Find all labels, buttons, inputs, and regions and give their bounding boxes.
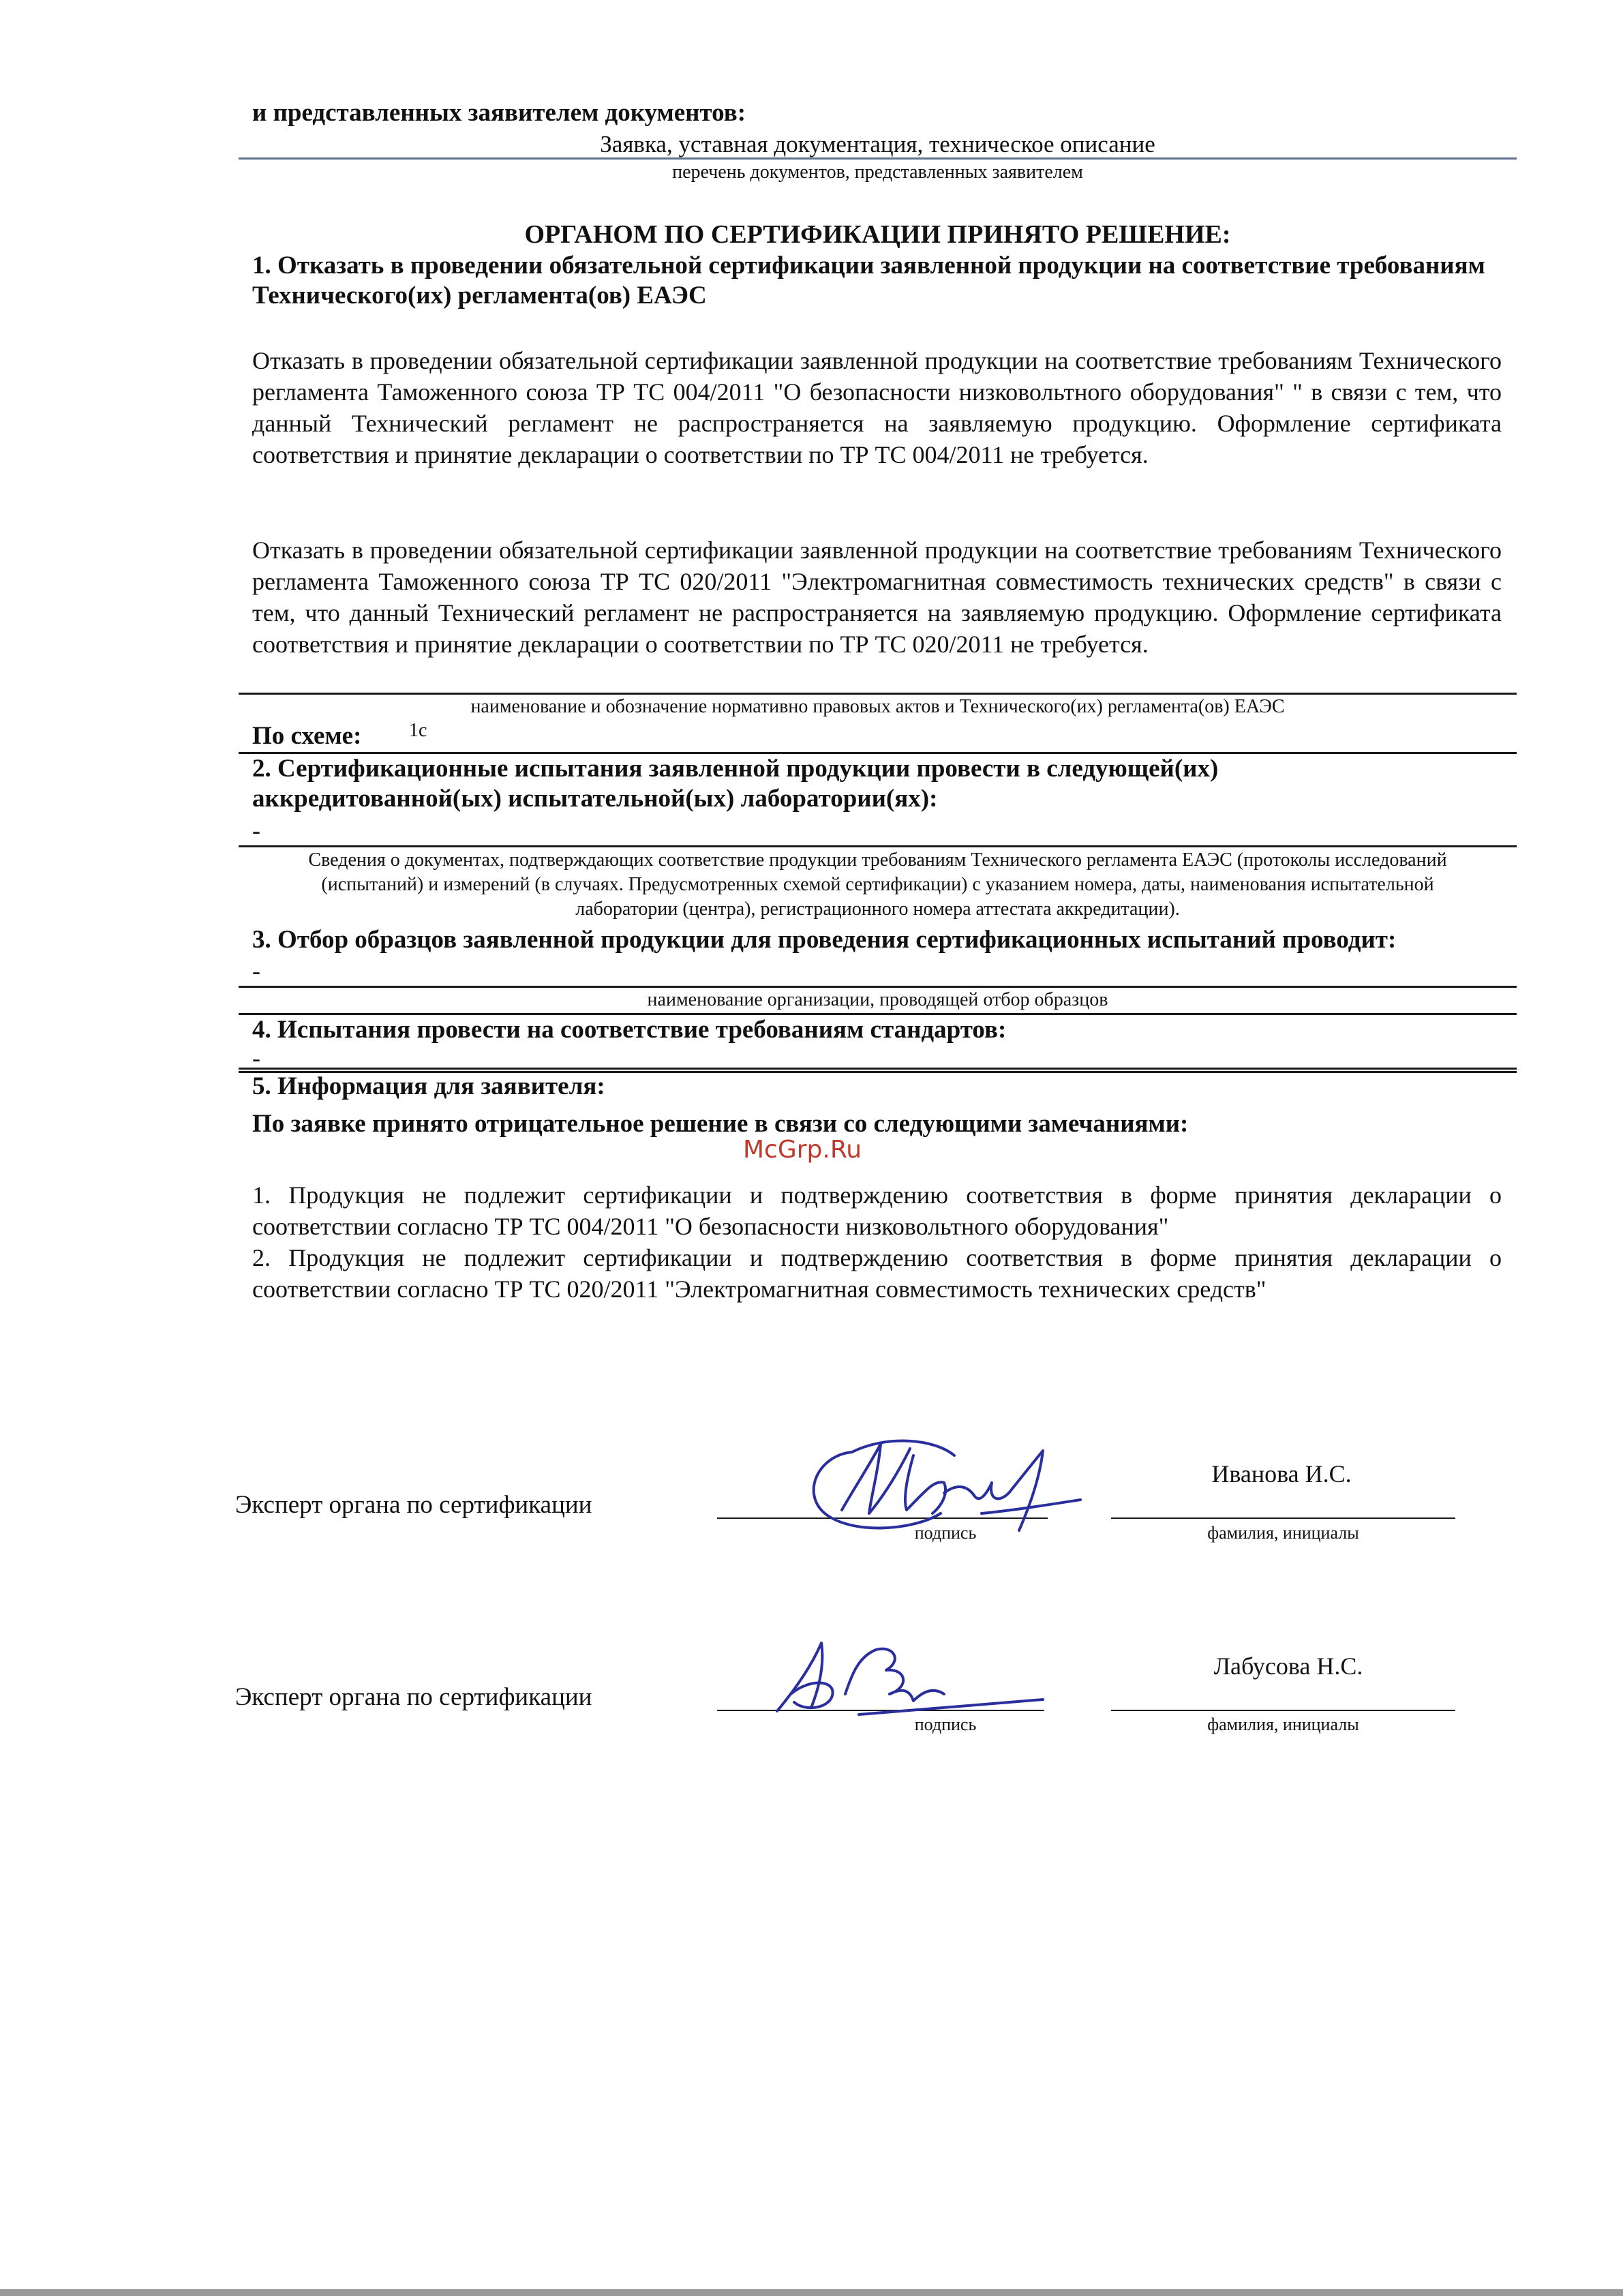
remark-1: 1. Продукция не подлежит сертификации и подтверждению соответствия в форме принятия декларации о соответствии согласно ТР ТС 004/2011 "О безопасности низковольтного оборудования" xyxy=(252,1181,1502,1240)
section3-value: - xyxy=(252,957,260,984)
regulations-underline xyxy=(239,693,1517,695)
scheme-label: По схеме: xyxy=(252,722,362,750)
decision-paragraph-1: Отказать в проведении обязательной сертификации заявленной продукции на соответствие требованиям Технического регламента Таможенного союза ТР ТС 004/2011 "О безопасности низковольтного оборудования" " в связи с тем, что данный Технический регламент не распространяется на заявляемую продукцию. Оформление сертификата соответствия и принятие декларации о соответствии по ТР ТС 004/2011 не требуется. xyxy=(252,347,1502,468)
section5-subheading: По заявке принято отрицательное решение в связи со следующими замечаниями: xyxy=(252,1110,1189,1138)
section3-underline xyxy=(239,986,1517,988)
intro-underline xyxy=(239,157,1517,160)
scheme-value: 1с xyxy=(409,720,427,741)
section4-value: - xyxy=(252,1044,260,1072)
intro-caption: перечень документов, представленных заявителем xyxy=(672,162,1083,183)
decision-paragraph-2: Отказать в проведении обязательной сертификации заявленной продукции на соответствие требованиям Технического регламента Таможенного союза ТР ТС 020/2011 "Электромагнитная совместимость технических средств" в связи с тем, что данный Технический регламент не распространяется на заявляемую продукцию. Оформление сертификата соответствия и принятие декларации о соответствии по ТР ТС 020/2011 не требуется. xyxy=(252,537,1502,658)
scan-bottom-edge xyxy=(0,2289,1623,2296)
section3-heading: 3. Отбор образцов заявленной продукции для проведения сертификационных испытаний проводит: xyxy=(252,926,1397,954)
remark-2: 2. Продукция не подлежит сертификации и подтверждению соответствия в форме принятия декларации о соответствии согласно ТР ТС 020/2011 "Электромагнитная совместимость технических средств" xyxy=(252,1244,1502,1303)
intro-documents-value: Заявка, уставная документация, техническое описание xyxy=(600,131,1155,157)
signature2-handwritten xyxy=(763,1626,1050,1728)
signature1-role: Эксперт органа по сертификации xyxy=(235,1491,592,1519)
signature2-caption: подпись xyxy=(914,1715,977,1734)
section2-caption: Сведения о документах, подтверждающих соответствие продукции требованиям Технического регламента ЕАЭС (протоколы исследований (испытаний) и измерений (в случаях. Предусмотренных схемой сертификации) с указанием номера, даты, наименования испытательной лаборатории (центра), регистрационного номера аттестата аккредитации). xyxy=(308,849,1447,920)
section4-underline-1 xyxy=(239,1068,1517,1070)
signature2-name-line xyxy=(1111,1710,1455,1711)
signature2-name: Лабусова Н.С. xyxy=(1213,1652,1363,1680)
watermark: McGrp.Ru xyxy=(743,1136,862,1164)
section3-caption: наименование организации, проводящей отбор образцов xyxy=(647,989,1108,1010)
signature2-name-caption: фамилия, инициалы xyxy=(1207,1715,1359,1734)
signature1-name-line xyxy=(1111,1517,1455,1519)
regulations-caption: наименование и обозначение нормативно правовых актов и Технического(их) регламента(ов) ЕАЭС xyxy=(470,696,1285,717)
section2-value: - xyxy=(252,817,260,844)
section2-heading: 2. Сертификационные испытания заявленной продукции провести в следующей(их) аккредитованной(ых) испытательной(ых) лаборатории(ях): xyxy=(252,755,1219,813)
signature1-name: Иванова И.С. xyxy=(1211,1460,1352,1487)
signature1-name-caption: фамилия, инициалы xyxy=(1207,1523,1359,1543)
signature2-role: Эксперт органа по сертификации xyxy=(235,1683,592,1711)
decision-item1-heading: 1. Отказать в проведении обязательной сертификации заявленной продукции на соответствие требованиям Технического(их) регламента(ов) ЕАЭС xyxy=(252,252,1485,309)
decision-title: ОРГАНОМ ПО СЕРТИФИКАЦИИ ПРИНЯТО РЕШЕНИЕ: xyxy=(524,220,1231,249)
section5-heading: 5. Информация для заявителя: xyxy=(252,1072,605,1100)
section4-heading: 4. Испытания провести на соответствие требованиям стандартов: xyxy=(239,1013,1517,1045)
section2-underline xyxy=(239,845,1517,847)
signature1-handwritten xyxy=(804,1418,1091,1537)
intro-label: и представленных заявителем документов: xyxy=(252,99,746,127)
signature1-caption: подпись xyxy=(914,1523,977,1543)
